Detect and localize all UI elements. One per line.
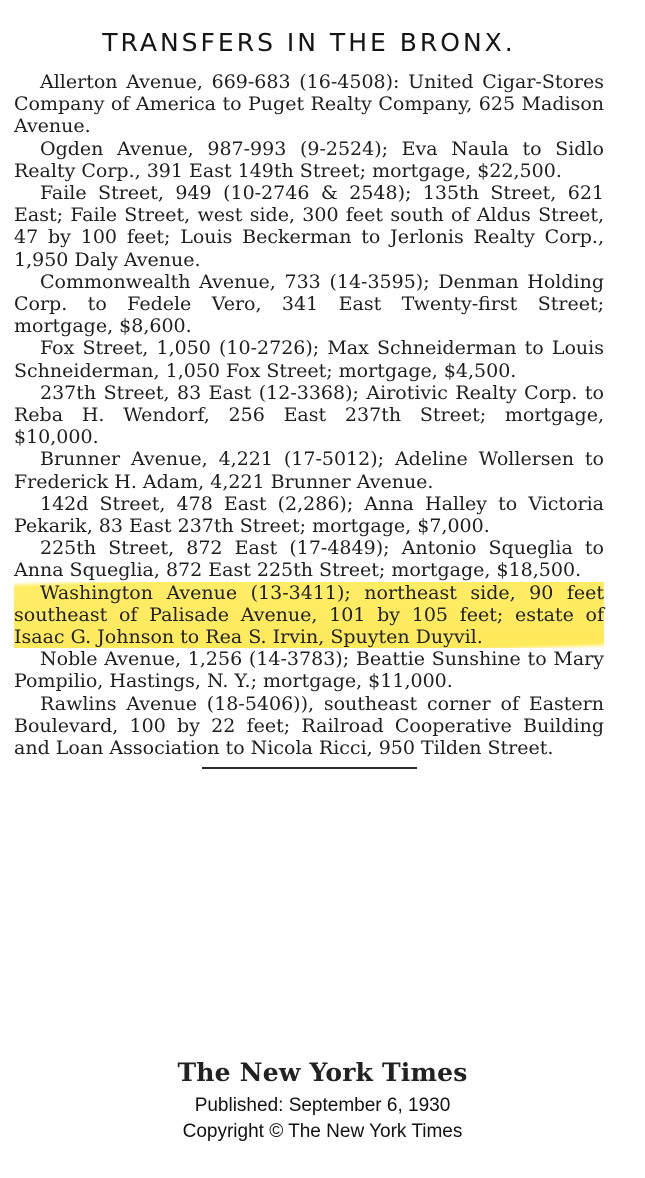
transfer-entry: Noble Avenue, 1,256 (14-3783); Beattie Sunshine to Mary Pompilio, Hastings, N. Y.; mortgage, $11,000. (14, 648, 604, 693)
transfer-entry-highlighted: Washington Avenue (13-3411); northeast side, 90 feet southeast of Palisade Avenue, 101 by 105 feet; estate of Isaac G. Johnson to Rea S. Irvin, Spuyten Duyvil. (14, 581, 604, 649)
transfer-entry: 225th Street, 872 East (17-4849); Antonio Squeglia to Anna Squeglia, 872 East 225th Street; mortgage, $18,500. (14, 537, 604, 582)
transfer-entry: Commonwealth Avenue, 733 (14-3595); Denman Holding Corp. to Fedele Vero, 341 East Twenty-first Street; mortgage, $8,600. (14, 270, 604, 338)
article-clipping (14, 28, 604, 769)
transfer-entry: Allerton Avenue, 669-683 (16-4508): United Cigar-Stores Company of America to Puget Realty Company, 625 Madison Avenue. (14, 71, 604, 138)
copyright-notice: Copyright © The New York Times (182, 1121, 463, 1142)
transfer-entry: Brunner Avenue, 4,221 (17-5012); Adeline Wollersen to Frederick H. Adam, 4,221 Brunner Avenue. (14, 448, 604, 493)
published-date: Published: September 6, 1930 (194, 1095, 451, 1116)
transfer-entries-list (14, 71, 604, 759)
nyt-logo: The New York Times (177, 1058, 468, 1087)
transfer-entry: Rawlins Avenue (18-5406)), southeast corner of Eastern Boulevard, 100 by 22 feet; Railroad Cooperative Building and Loan Association to Nicola Ricci, 950 Tilden Street. (14, 692, 604, 760)
footer (0, 1058, 645, 1145)
transfer-entry: Fox Street, 1,050 (10-2726); Max Schneiderman to Louis Schneiderman, 1,050 Fox Street; mortgage, $4,500. (14, 337, 604, 382)
transfer-entry: Ogden Avenue, 987-993 (9-2524); Eva Naula to Sidlo Realty Corp., 391 East 149th Street; mortgage, $22,500. (14, 137, 604, 182)
transfer-entry: Faile Street, 949 (10-2746 & 2548); 135th Street, 621 East; Faile Street, west side, 300 feet south of Aldus Street, 47 by 100 feet; Louis Beckerman to Jerlonis Realty Corp., 1,950 Daly Avenue. (14, 182, 604, 271)
article-headline: TRANSFERS IN THE BRONX. (102, 28, 516, 57)
transfer-entry: 142d Street, 478 East (2,286); Anna Halley to Victoria Pekarik, 83 East 237th Street; mortgage, $7,000. (14, 492, 604, 538)
transfer-entry: 237th Street, 83 East (12-3368); Airotivic Realty Corp. to Reba H. Wendorf, 256 East 237th Street; mortgage, $10,000. (14, 381, 604, 449)
end-rule-divider (202, 767, 417, 769)
